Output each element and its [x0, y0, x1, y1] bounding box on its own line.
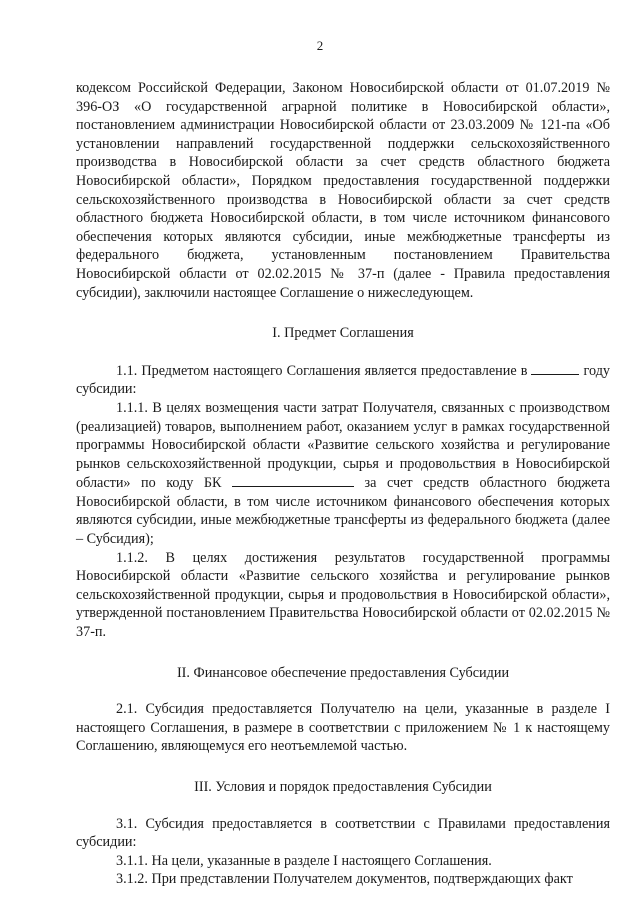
clause-1-1: [76, 361, 610, 399]
section-1-heading: I. Предмет Соглашения: [272, 325, 414, 342]
page-number: 2: [316, 38, 324, 53]
budget-code-blank-field[interactable]: [232, 473, 354, 487]
clause-3-1-1: 3.1.1. На цели, указанные в разделе I настоящего Соглашения.: [116, 852, 492, 869]
clause-1-1-text-before: 1.1. Предметом настоящего Соглашения является предоставление в: [116, 362, 528, 379]
clause-1-1-text-after: году субсидии:: [76, 362, 611, 398]
section-3-heading: III. Условия и порядок предоставления Субсидии: [194, 779, 492, 795]
clause-1-1-1-text-before: 1.1.1. В целях возмещения части затрат Получателя, связанных с производством (реализацией) товаров, выполнением работ, оказанием услуг в рамках государственной программы Новосибирской области «Развитие сельского хозяйства и регулирование рынков сельскохозяйственной продукции, сырья и продовольствия в Новосибирской области» по коду БК: [76, 399, 610, 492]
section-2-heading: II. Финансовое обеспечение предоставления Субсидии: [176, 664, 510, 681]
clause-1-1-1-text-after: за счет средств областного бюджета Новосибирской области, в том числе источником финансового обеспечения которых являются субсидии, иные межбюджетные трансферты из федерального бюджета (далее – Субсидия);: [76, 475, 611, 548]
document-body: [76, 79, 610, 889]
clause-1-1-1: [76, 399, 610, 549]
clause-2-1: 2.1. Субсидия предоставляется Получателю на цели, указанные в разделе I настоящего Соглашения, в размере в соответствии с приложением № 1 к настоящему Соглашению, являющемуся его неотъемлемой частью.: [76, 701, 610, 755]
intro-paragraph: кодексом Российской Федерации, Законом Новосибирской области от 01.07.2019 № 396-ОЗ «О государственной аграрной политике в Новосибирской области», постановлением администрации Новосибирской области от 23.03.2009 № 121-па «Об установлении направлений государственной поддержки сельскохозяйственного производства в Новосибирской области за счет средств областного бюджета Новосибирской области», Порядком предоставления государственной поддержки сельскохозяйственного производства в Новосибирской области за счет средств областного бюджета Новосибирской области, в том числе источником финансового обеспечения которых являются субсидии, иные межбюджетные трансферты из федерального бюджета, установленным постановлением Правительства Новосибирской области от 02.02.2015 № 37-п (далее - Правила предоставления субсидии), заключили настоящее Соглашение о нижеследующем.: [76, 80, 610, 301]
clause-3-1: 3.1. Субсидия предоставляется в соответствии с Правилами предоставления субсидии:: [76, 815, 610, 851]
clause-3-1-2: 3.1.2. При представлении Получателем документов, подтверждающих факт: [116, 871, 573, 888]
year-blank-field[interactable]: [531, 361, 579, 375]
clause-1-1-2: 1.1.2. В целях достижения результатов государственной программы Новосибирской области «Развитие сельского хозяйства и регулирование рынков сельскохозяйственной продукции, сырья и продовольствия в Новосибирской области», утвержденной постановлением Правительства Новосибирской области от 02.02.2015 № 37-п.: [76, 549, 610, 641]
